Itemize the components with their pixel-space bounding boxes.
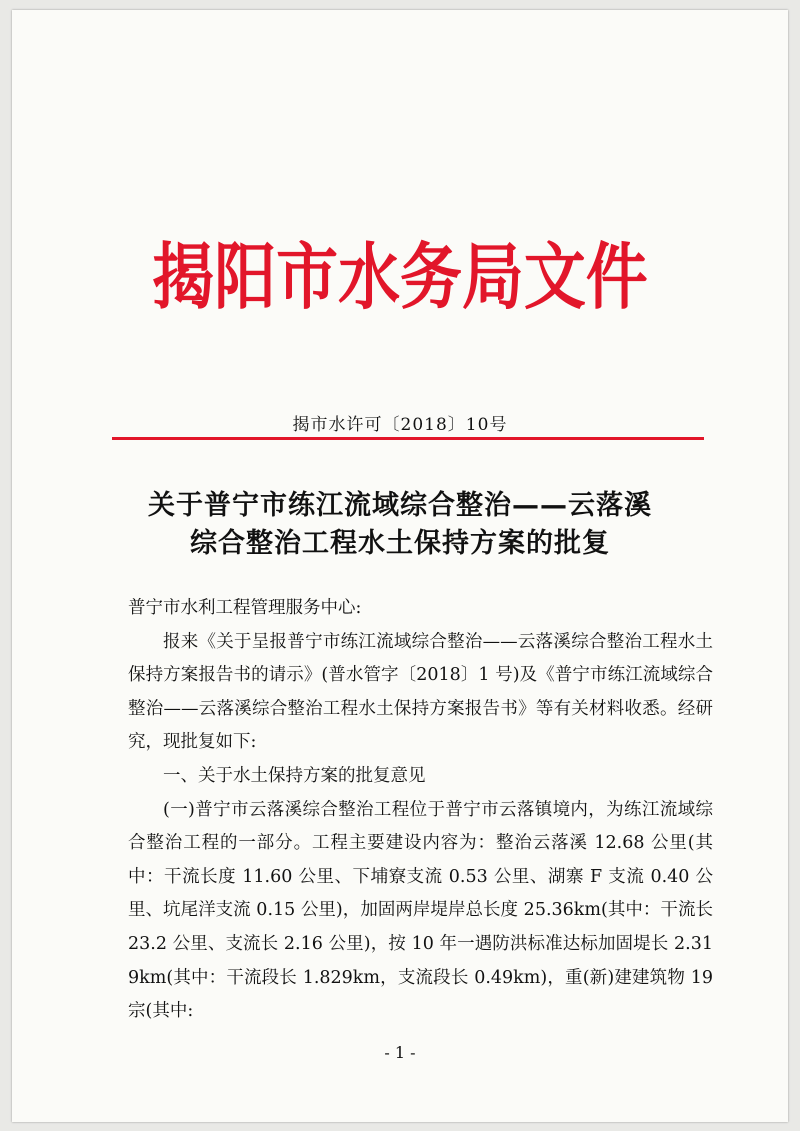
salutation: 普宁市水利工程管理服务中心:: [128, 598, 362, 618]
page-number: - 1 -: [384, 1043, 416, 1062]
document-title-line-2: 综合整治工程水土保持方案的批复: [190, 528, 610, 559]
body-paragraph-1: 报来《关于呈报普宁市练江流域综合整治——云落溪综合整治工程水土保持方案报告书的请示》(普水管字〔2018〕1 号)及《普宁市练江流域综合整治——云落溪综合整治工程水土保持方案报告书》等有关材料收悉。经研究，现批复如下:: [128, 631, 713, 753]
document-body: [128, 592, 713, 1029]
issuer-header-title: 揭阳市水务局文件: [152, 234, 648, 319]
document-number: 揭市水许可〔2018〕10号: [292, 415, 508, 435]
document-title-line-1: 关于普宁市练江流域综合整治——云落溪: [148, 490, 652, 521]
red-separator-line: [112, 437, 704, 440]
section-heading-1: 一、关于水土保持方案的批复意见: [163, 765, 426, 786]
body-paragraph-2: (一)普宁市云落溪综合整治工程位于普宁市云落镇境内，为练江流域综合整治工程的一部分。工程主要建设内容为：整治云落溪 12.68 公里(其中：干流长度 11.60 公里、下埔寮支流 0.53 公里、湖寨 F 支流 0.40 公里、坑尾洋支流 0.15 公里)，加固两岸堤岸总长度 25.36km(其中：干流长 23.2 公里、支流长 2.16 公里)，按 10 年一遇防洪标准达标加固堤长 2.319km(其中：干流段长 1.829km，支流段长 0.49km)，重(新)建建筑物 19 宗(其中:: [128, 799, 713, 1022]
